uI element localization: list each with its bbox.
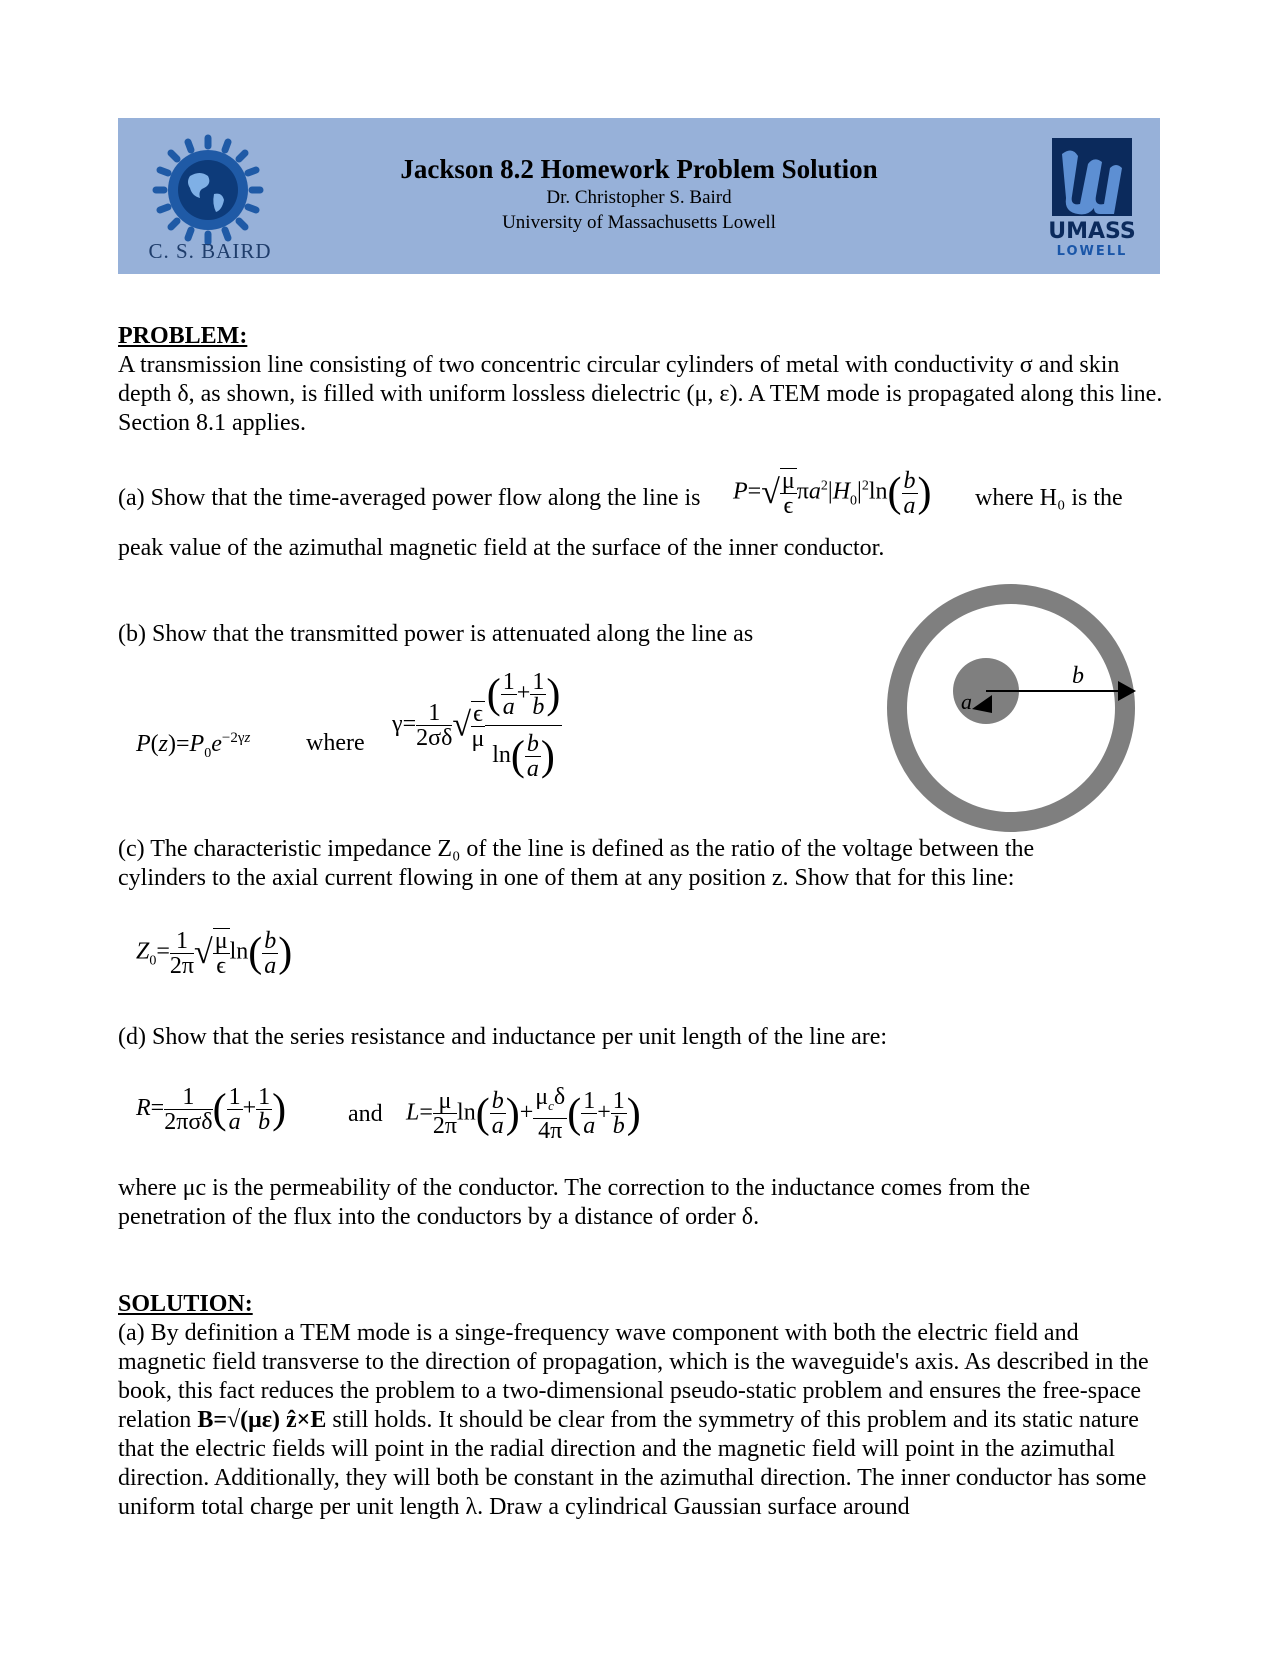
solution-text-part2: still holds. It should be clear from the symmetry of this problem and its static nature that the electric fields will point in the radial direction and the magnetic field will point in the azimuthal direction. Additionally, they will both be constant in the azimuthal direction. The inner conductor has some uniform total charge per unit length λ. Draw a cylindrical Gaussian surface around — [118, 1407, 1147, 1520]
left-logo-text: C. S. BAIRD — [148, 239, 272, 263]
attenuation-equation: $P(z)=P_0e^{-2\gamma z}$ — [136, 730, 251, 761]
part-a-line2: peak value of the azimuthal magnetic field at the surface of the inner conductor. — [118, 535, 885, 561]
part-a-suffix: where H₀ is the — [975, 485, 1123, 511]
part-d-note: where μc is the permeability of the conductor. The correction to the inductance comes from the penetration of the flux into the conductors by a distance of order δ. — [118, 1175, 1031, 1230]
solution-body — [118, 1319, 1168, 1522]
umass-lowell-logo-icon — [1046, 134, 1138, 258]
institution-name: University of Massachusetts Lowell — [502, 212, 776, 233]
author-name: Dr. Christopher S. Baird — [546, 187, 732, 208]
gamma-equation: γ= $\frac{1}{2\sigma\delta}$ √ $\frac{\epsilon}{\mu}$ ( $\frac{1}{a}$ + $\frac{1}{b}$ ) ln( $\frac{b}{a}$ ) — [392, 669, 561, 782]
lowell-text: LOWELL — [1056, 244, 1128, 258]
label-b: b — [1072, 663, 1084, 689]
inductance-equation: L= $\frac{\mu}{2\pi}$ ln( $\frac{b}{a}$ )+ $\frac{\mu_c\delta}{4\pi}$ ( $\frac{1}{a}$ + $\frac{1}{b}$ ) — [406, 1084, 641, 1144]
part-a-text: (a) Show that the time-averaged power flow along the line is — [118, 485, 701, 511]
power-equation: P=√ $\frac{\mu}{\epsilon}$ $\pi a^2|H_0|^2\ln$( $\frac{b}{a}$ ) — [733, 467, 932, 519]
solution-text-part1: (a) By definition a TEM mode is a singe-frequency wave component with both the electric field and magnetic field transverse to the direction of propagation, which is the waveguide's axis. As described in the book, this fact reduces the problem to a two-dimensional pseudo-static problem and ensures the free-space relation — [118, 1320, 1149, 1433]
problem-heading: PROBLEM: — [118, 323, 248, 349]
part-b-text: (b) Show that the transmitted power is attenuated along the line as — [118, 621, 754, 647]
part-d-text: (d) Show that the series resistance and inductance per unit length of the line are: — [118, 1024, 888, 1050]
label-a: a — [961, 689, 972, 714]
header-banner — [118, 118, 1160, 274]
resistance-equation: R= $\frac{1}{\text{2πσδ}}$ ( $\frac{1}{a}$ + $\frac{1}{b}$ ) — [136, 1084, 287, 1135]
title-block — [118, 154, 1160, 235]
free-space-relation: B=√(με) ẑ×E — [197, 1407, 327, 1433]
umass-text: UMASS — [1048, 219, 1136, 244]
impedance-equation: $Z_0=$ $\frac{1}{2\pi}$ √ $\frac{\mu}{\epsilon}$ ln( $\frac{b}{a}$ ) — [136, 927, 293, 979]
coaxial-cross-section-diagram — [886, 583, 1136, 833]
part-c-text: (c) The characteristic impedance Z₀ of the line is defined as the ratio of the voltage between the cylinders to the axial current flowing in one of them at any position z. Show that for this line: — [118, 836, 1035, 891]
document-title: Jackson 8.2 Homework Problem Solution — [400, 154, 878, 184]
where-label: where — [306, 730, 365, 756]
problem-intro: A transmission line consisting of two concentric circular cylinders of metal with conductivity σ and skin depth δ, as shown, is filled with uniform lossless dielectric (μ, ε). A TEM mode is propagated along this line. Section 8.1 applies. — [118, 352, 1163, 436]
solution-heading: SOLUTION: — [118, 1291, 253, 1317]
and-label: and — [348, 1101, 383, 1127]
